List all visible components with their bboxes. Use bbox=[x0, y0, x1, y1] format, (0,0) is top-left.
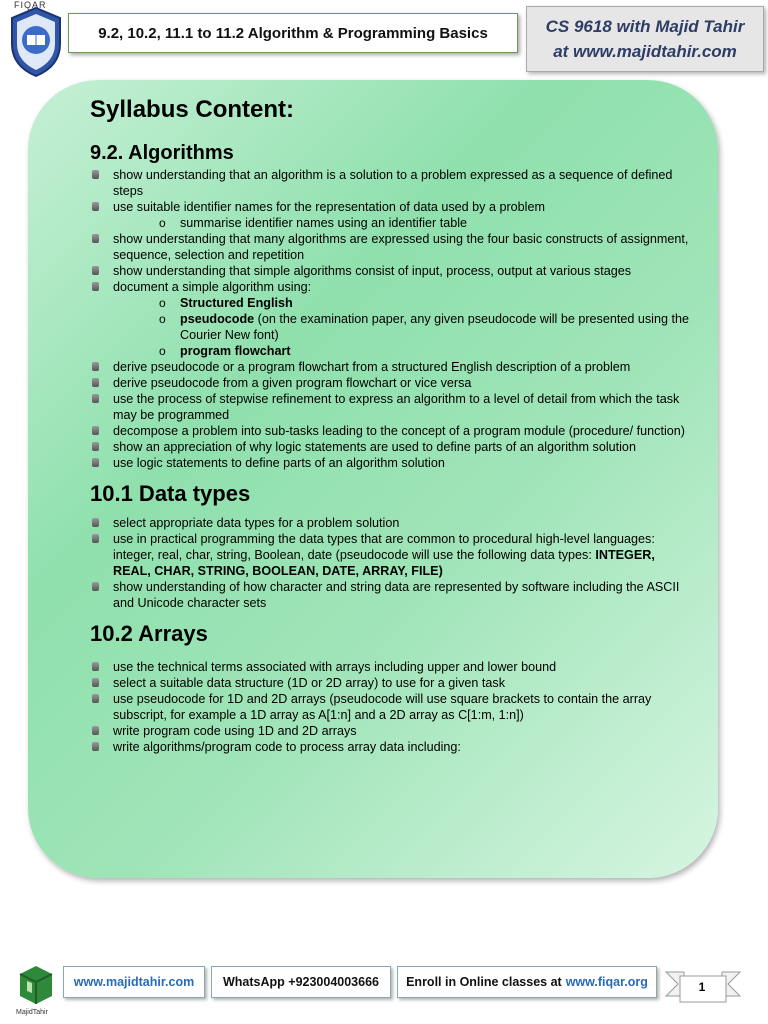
circle-bullet-icon: o bbox=[159, 296, 166, 310]
item-text: use the process of stepwise refinement to express an algorithm to a level of detail from which the task may be programmed bbox=[113, 392, 680, 422]
item-text: use pseudocode for 1D and 2D arrays (pseudocode will use square brackets to contain the array subscript, for example a 1D array as A[1:n] and a 2D array as C[1:m, 1:n]) bbox=[113, 692, 652, 722]
enroll-link[interactable]: www.fiqar.org bbox=[565, 975, 648, 989]
majidtahir-logo bbox=[12, 956, 58, 1016]
item-bold-text: program flowchart bbox=[180, 344, 291, 358]
item-bold-text: Structured English bbox=[180, 296, 293, 310]
bullet-list bbox=[90, 515, 690, 611]
item-text: (on the examination paper, any given pseudocode will be presented using the Courier New font) bbox=[180, 312, 689, 342]
section-title: 9.2. Algorithms bbox=[90, 142, 234, 164]
item-bold-text: pseudocode bbox=[180, 312, 255, 326]
bullet-icon bbox=[92, 582, 99, 591]
item-text: use in practical programming the data types that are common to procedural high-level languages: integer, real, char, string, Boolean, date (pseudocode will use the following data types: bbox=[113, 532, 655, 562]
bullet-icon bbox=[92, 518, 99, 527]
circle-bullet-icon: o bbox=[159, 344, 166, 358]
bullet-icon bbox=[92, 442, 99, 451]
list-item bbox=[90, 455, 690, 471]
syllabus-heading: Syllabus Content: bbox=[90, 96, 295, 123]
item-text: summarise identifier names using an identifier table bbox=[180, 216, 467, 230]
list-item bbox=[90, 263, 690, 279]
list-item bbox=[90, 375, 690, 391]
course-line-1: CS 9618 with Majid Tahir bbox=[545, 17, 745, 36]
bullet-icon bbox=[92, 726, 99, 735]
course-info bbox=[526, 6, 764, 72]
bullet-icon bbox=[92, 378, 99, 387]
list-item bbox=[90, 659, 690, 675]
page-number: 1 bbox=[698, 980, 706, 994]
list-item bbox=[90, 423, 690, 439]
sub-list-item bbox=[158, 215, 690, 231]
bullet-icon bbox=[92, 678, 99, 687]
bullet-icon bbox=[92, 362, 99, 371]
list-item bbox=[90, 739, 690, 755]
page-title: 9.2, 10.2, 11.1 to 11.2 Algorithm & Programming Basics bbox=[68, 13, 518, 53]
item-text: use logic statements to define parts of an algorithm solution bbox=[113, 456, 445, 470]
item-text: show understanding of how character and string data are represented by software including the ASCII and Unicode character sets bbox=[113, 580, 680, 610]
list-item bbox=[90, 723, 690, 739]
sub-list-item bbox=[158, 343, 690, 359]
item-text: show an appreciation of why logic statements are used to define parts of an algorithm solution bbox=[113, 440, 636, 454]
item-text: show understanding that simple algorithms consist of input, process, output at various stages bbox=[113, 264, 632, 278]
list-item bbox=[90, 675, 690, 691]
bullet-icon bbox=[92, 282, 99, 291]
item-text: select a suitable data structure (1D or 2D array) to use for a given task bbox=[113, 676, 505, 690]
bullet-icon bbox=[92, 662, 99, 671]
bullet-icon bbox=[92, 202, 99, 211]
section-title: 10.2 Arrays bbox=[90, 621, 208, 646]
item-text: show understanding that many algorithms are expressed using the four basic constructs of assignment, sequence, selection and repetition bbox=[113, 232, 689, 262]
bullet-list bbox=[90, 659, 690, 755]
item-text: write algorithms/program code to process array data including: bbox=[113, 740, 461, 754]
section-title: 10.1 Data types bbox=[90, 481, 251, 506]
whatsapp-info: WhatsApp +923004003666 bbox=[211, 966, 391, 998]
bullet-icon bbox=[92, 534, 99, 543]
item-text: decompose a problem into sub-tasks leading to the concept of a program module (procedure/ function) bbox=[113, 424, 685, 438]
bullet-icon bbox=[92, 694, 99, 703]
bullet-icon bbox=[92, 170, 99, 179]
circle-bullet-icon: o bbox=[159, 312, 166, 326]
list-item bbox=[90, 199, 690, 231]
item-text: show understanding that an algorithm is a solution to a problem expressed as a sequence of defined steps bbox=[113, 168, 673, 198]
sub-list-item bbox=[158, 311, 690, 343]
sub-list bbox=[113, 295, 690, 359]
list-item bbox=[90, 691, 690, 723]
bullet-icon bbox=[92, 266, 99, 275]
list-item bbox=[90, 231, 690, 263]
list-item bbox=[90, 359, 690, 375]
item-text: use the technical terms associated with arrays including upper and lower bound bbox=[113, 660, 557, 674]
website-link[interactable]: www.majidtahir.com bbox=[63, 966, 205, 998]
syllabus-content bbox=[90, 92, 690, 755]
bullet-icon bbox=[92, 234, 99, 243]
enroll-info bbox=[397, 966, 657, 998]
enroll-text: Enroll in Online classes at bbox=[406, 975, 562, 989]
logo-text: FIQAR bbox=[14, 0, 47, 10]
bullet-icon bbox=[92, 458, 99, 467]
list-item bbox=[90, 391, 690, 423]
sub-list bbox=[113, 215, 690, 231]
course-line-2: at www.majidtahir.com bbox=[553, 42, 737, 61]
item-text: derive pseudocode or a program flowchart from a structured English description of a problem bbox=[113, 360, 631, 374]
list-item bbox=[90, 439, 690, 455]
bullet-icon bbox=[92, 742, 99, 751]
bullet-list bbox=[90, 167, 690, 471]
item-text: write program code using 1D and 2D arrays bbox=[113, 724, 357, 738]
item-text: select appropriate data types for a problem solution bbox=[113, 516, 400, 530]
footer-logo-text: MajidTahir bbox=[16, 1009, 48, 1016]
item-text: derive pseudocode from a given program flowchart or vice versa bbox=[113, 376, 472, 390]
bullet-icon bbox=[92, 426, 99, 435]
item-text: use suitable identifier names for the representation of data used by a problem bbox=[113, 200, 545, 214]
circle-bullet-icon: o bbox=[159, 216, 166, 230]
list-item bbox=[90, 531, 690, 579]
list-item bbox=[90, 515, 690, 531]
list-item bbox=[90, 579, 690, 611]
list-item bbox=[90, 279, 690, 359]
item-text: document a simple algorithm using: bbox=[113, 280, 312, 294]
list-item bbox=[90, 167, 690, 199]
fiqar-logo bbox=[6, 0, 66, 80]
bullet-icon bbox=[92, 394, 99, 403]
sub-list-item bbox=[158, 295, 690, 311]
item-bold-text: INTEGER, REAL, CHAR, STRING, BOOLEAN, DATE, ARRAY, FILE) bbox=[113, 548, 655, 578]
